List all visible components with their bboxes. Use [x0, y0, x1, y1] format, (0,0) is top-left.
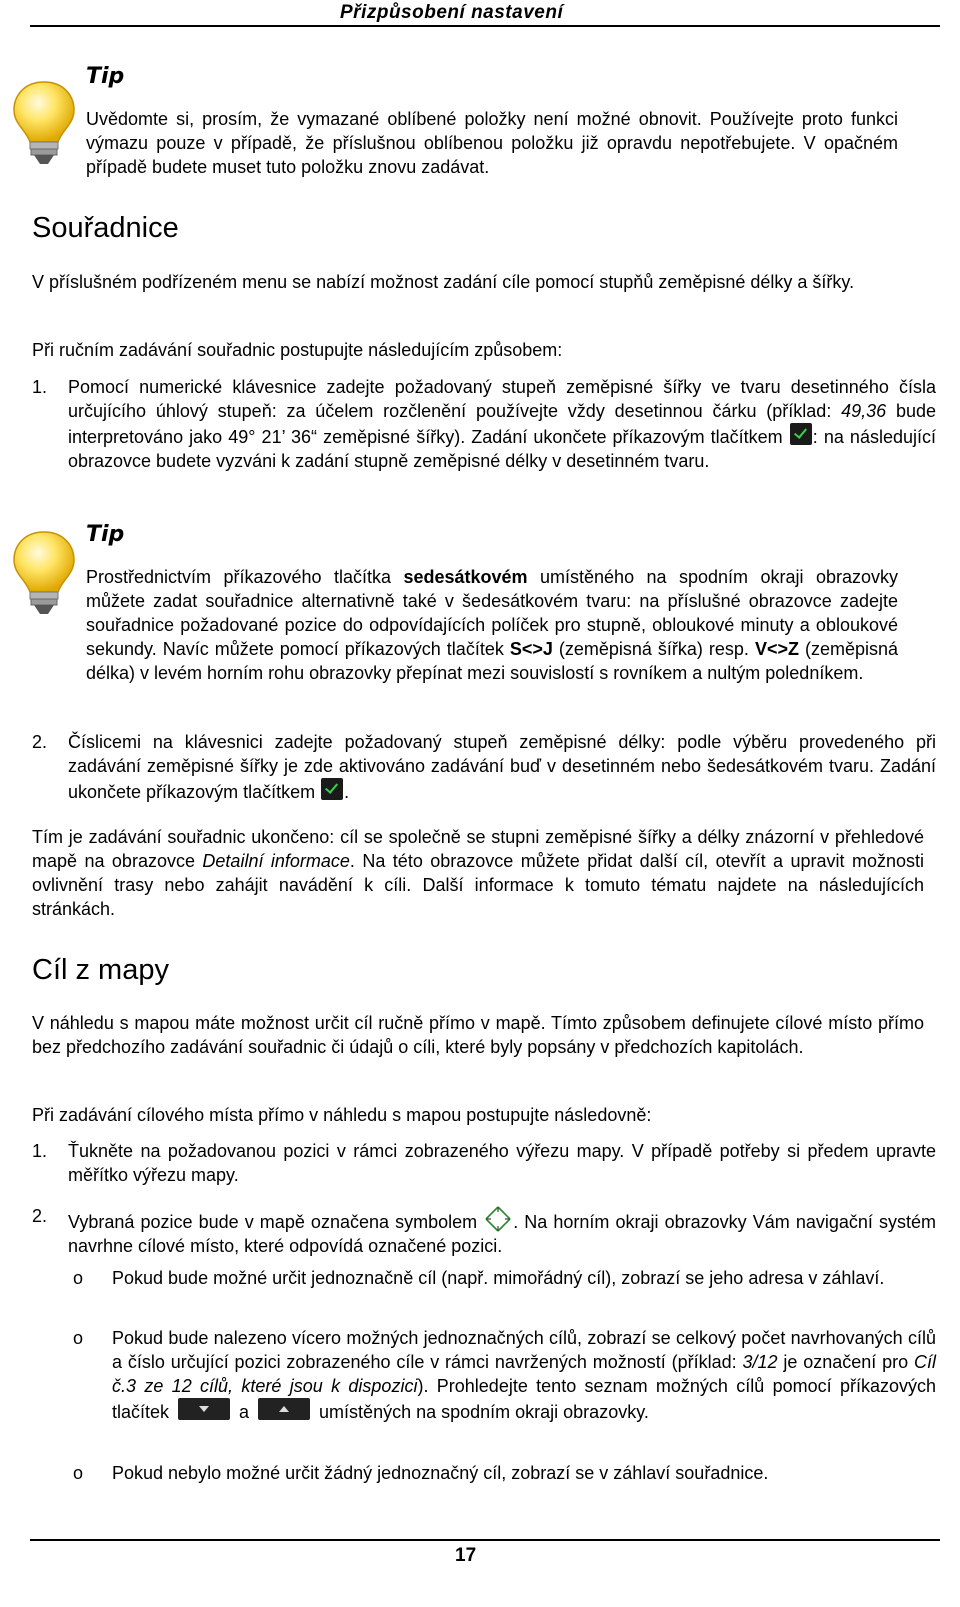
- scroll-up-button-icon: [258, 1398, 310, 1420]
- paragraph: Při ručním zadávání souřadnic postupujte následujícím způsobem:: [32, 340, 563, 360]
- target-symbol-icon: [483, 1204, 513, 1234]
- list-item: Vybraná pozice bude v mapě označena symbolem . Na horním okraji obrazovky Vám navigační systém navrhne cílové místo, které odpovídá označené pozici.: [68, 1204, 936, 1258]
- section-heading: Souřadnice: [32, 212, 179, 244]
- list-number: 2.: [32, 1206, 48, 1226]
- paragraph: V příslušném podřízeném menu se nabízí možnost zadání cíle pomocí stupňů zeměpisné délky a šířky.: [32, 272, 855, 292]
- tip-text: Prostřednictvím příkazového tlačítka sedesátkovém umístěného na spodním okraji obrazovky můžete zadat souřadnice alternativně také v šedesátkovém tvaru: na příslušné obrazovce zadejte souřadnice požadované pozice do odpovídajících políček pro stupně, obloukové minuty a obloukové sekundy. Navíc můžete pomocí příkazových tlačítek S<>J (zeměpisná šířka) resp. V<>Z (zeměpisná délka) v levém horním rohu obrazovky přepínat mezi souvislostí s rovníkem a nultým poledníkem.: [86, 567, 899, 683]
- paragraph: Při zadávání cílového místa přímo v náhledu s mapou postupujte následovně:: [32, 1105, 652, 1125]
- footer-rule: [30, 1539, 940, 1541]
- tip-label: Tip: [86, 522, 125, 547]
- list-number: 2.: [32, 732, 48, 752]
- confirm-button-icon: [790, 423, 812, 445]
- tip-label: Tip: [86, 64, 125, 89]
- lightbulb-icon: [8, 528, 80, 618]
- paragraph: Tím je zadávání souřadnic ukončeno: cíl se společně se stupni zeměpisné šířky a délky znázorní v přehledové mapě na obrazovce Detailní informace. Na této obrazovce můžete přidat další cíl, otevřít a upravit možnosti ovlivnění trasy nebo zahájit navádění k cíli. Další informace k tomuto tématu najdete na následujících stránkách.: [32, 827, 924, 919]
- sub-list-item: Pokud nebylo možné určit žádný jednoznačný cíl, zobrazí se v záhlaví souřadnice.: [112, 1463, 769, 1483]
- header-rule: [30, 25, 940, 27]
- example-value: 49,36: [841, 401, 887, 421]
- list-item: Ťukněte na požadovanou pozici v rámci zobrazeného výřezu mapy. V případě potřeby si předem upravte měřítko výřezu mapy.: [68, 1141, 936, 1185]
- list-number: 1.: [32, 377, 48, 397]
- section-heading: Cíl z mapy: [32, 954, 169, 986]
- confirm-button-icon: [321, 778, 343, 800]
- paragraph: V náhledu s mapou máte možnost určit cíl ručně přímo v mapě. Tímto způsobem definujete cílové místo přímo bez předchozího zadávání souřadnic či údajů o cíli, které byly popsány v předchozích kapitolách.: [32, 1013, 924, 1057]
- sub-list-item: Pokud bude možné určit jednoznačně cíl (např. mimořádný cíl), zobrazí se jeho adresa v záhlaví.: [112, 1268, 885, 1288]
- tip-text: Uvědomte si, prosím, že vymazané oblíbené položky není možné obnovit. Používejte proto funkci výmazu pouze v případě, že příslušnou oblíbenou položku již opravdu nepotřebujete. V opačném případě budete muset tuto položku znovu zadávat.: [86, 109, 898, 177]
- page-number: 17: [455, 1545, 477, 1566]
- bullet: o: [73, 1328, 84, 1348]
- bullet: o: [73, 1268, 84, 1288]
- list-item: Pomocí numerické klávesnice zadejte požadovaný stupeň zeměpisné šířky ve tvaru desetinného čísla určujícího úhlový stupeň: za účelem rozčlenění používejte vždy desetinnou čárku (příklad: 49,36 bude interpretováno jako 49° 21’ 36“ zeměpisné šířky). Zadání ukončete příkazovým tlačítkem : na následující obrazovce budete vyzváni k zadání stupně zeměpisné délky v desetinném tvaru.: [68, 377, 936, 471]
- running-header: Přizpůsobení nastavení: [340, 2, 564, 23]
- list-item: Číslicemi na klávesnici zadejte požadovaný stupeň zeměpisné délky: podle výběru provedeného při zadávání zeměpisné šířky je zde aktivováno zadávání buď v desetinném nebo šedesátkovém tvaru. Zadání ukončete příkazovým tlačítkem .: [68, 732, 936, 802]
- bullet: o: [73, 1463, 84, 1483]
- scroll-down-button-icon: [178, 1398, 230, 1420]
- lightbulb-icon: [8, 78, 80, 168]
- sub-list-item: Pokud bude nalezeno vícero možných jednoznačných cílů, zobrazí se celkový počet navrhovaných cílů a číslo určující pozici zobrazeného cíle v rámci navržených možností (příklad: 3/12 je označení pro Cíl č.3 ze 12 cílů, které jsou k dispozici). Prohledejte tento seznam možných cílů pomocí příkazových tlačítek a umístěných na spodním okraji obrazovky.: [112, 1328, 936, 1422]
- list-number: 1.: [32, 1141, 48, 1161]
